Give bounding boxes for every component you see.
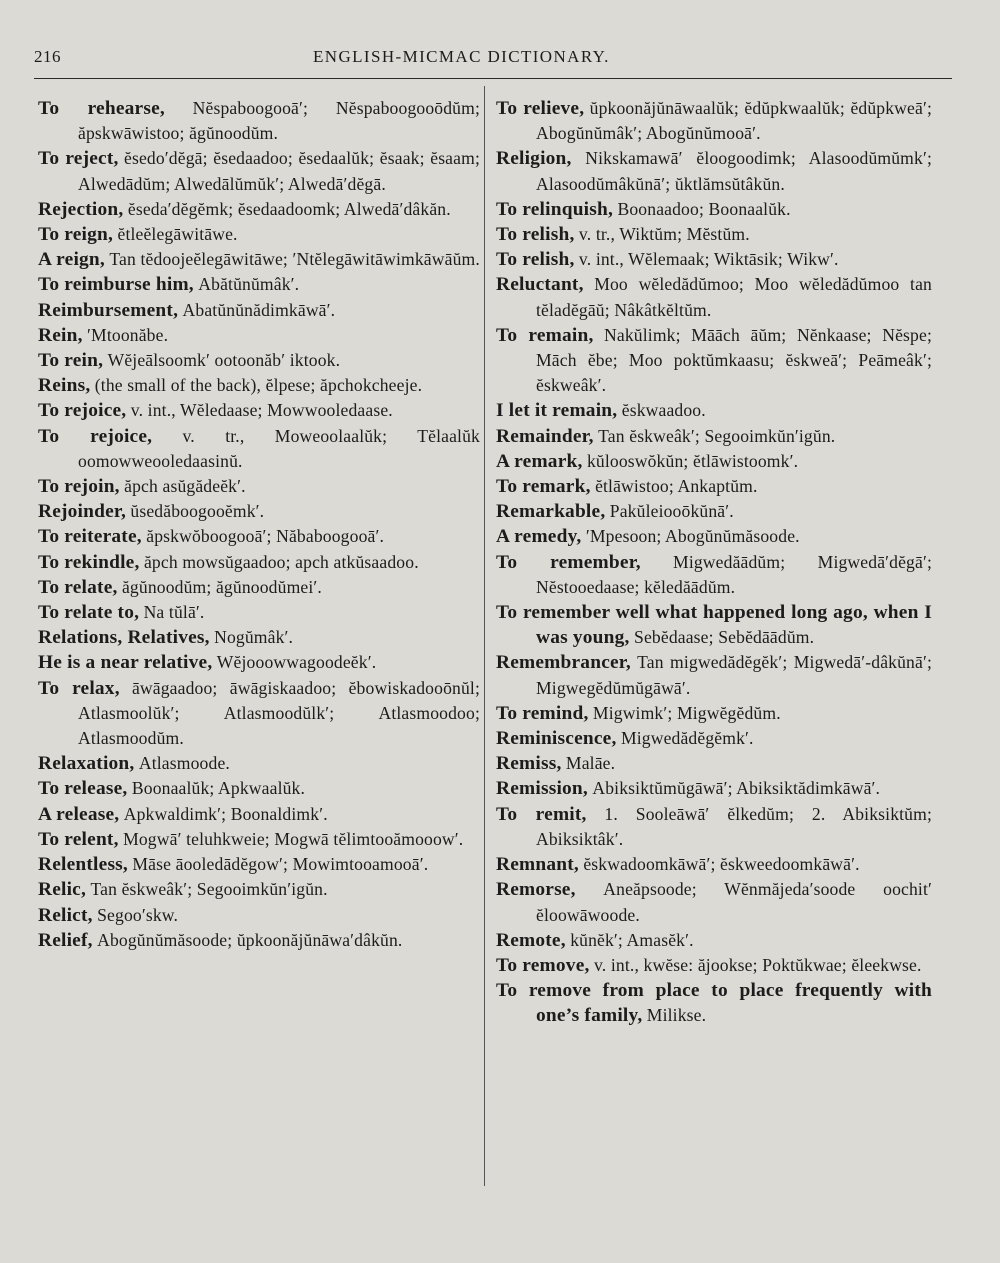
dictionary-entry [38, 247, 480, 272]
dictionary-entry [38, 676, 480, 752]
entry-headword: To relent, [38, 828, 119, 850]
entry-headword: To rejoice, [38, 400, 127, 422]
entry-definition: ăpch mowsŭgaadoo; apch atkŭsaadoo. [143, 551, 419, 572]
running-head: ENGLISH-MICMAC DICTIONARY. [313, 47, 610, 66]
dictionary-entry [496, 499, 932, 524]
entry-definition: Apkwaldimk′; Boonaldimk′. [123, 803, 328, 824]
entry-headword: Relations, Relatives, [38, 627, 210, 649]
dictionary-entry [38, 751, 480, 776]
entry-definition: v. int., kwĕse: ăjookse; Poktŭkwae; ĕleekwse. [593, 954, 922, 975]
entry-definition: kŭlooswŏkŭn; ĕtlāwistoomk′. [586, 450, 799, 471]
entry-headword: Relict, [38, 904, 93, 926]
entry-headword: To release, [38, 778, 128, 800]
entry-definition: Māse āooledādĕgow′; Mowimtooamooā′. [132, 854, 429, 875]
entry-headword: To relate, [38, 576, 118, 598]
dictionary-entry [38, 373, 480, 398]
entry-definition: Boonaadoo; Boonaalŭk. [617, 198, 791, 219]
dictionary-entry [496, 197, 932, 222]
dictionary-entry [38, 499, 480, 524]
entry-definition: Abătŭnŭmâk′. [198, 274, 300, 295]
entry-headword: To reign, [38, 224, 114, 246]
entry-definition: v. int., Wĕledaase; Mowwooledaase. [130, 400, 393, 421]
dictionary-entry [38, 852, 480, 877]
dictionary-entry [38, 272, 480, 297]
dictionary-entry [496, 398, 932, 423]
entry-definition: Aneăpsoode; Wĕnmăjeda′soode oochit′ ĕloowāwoode. [536, 879, 932, 925]
left-column [38, 96, 480, 953]
entry-headword: I let it remain, [496, 400, 618, 422]
dictionary-entry [38, 197, 480, 222]
entry-headword: To remove, [496, 954, 590, 976]
dictionary-entry [496, 751, 932, 776]
entry-headword: To relish, [496, 224, 575, 246]
entry-definition: Atlasmoode. [138, 753, 230, 774]
entry-definition: Tan ĕskweâk′; Segooimkŭn′igŭn. [90, 879, 328, 900]
entry-definition: Wĕjooowwagoodeĕk′. [216, 652, 377, 673]
entry-headword: Reins, [38, 375, 91, 397]
dictionary-entry [38, 474, 480, 499]
entry-definition: ĕskwaadoo. [621, 400, 706, 421]
entry-definition: Tan ĕskweâk′; Segooimkŭn′igŭn. [598, 425, 836, 446]
entry-definition: ĕtlāwistoo; Ankaptŭm. [595, 476, 758, 497]
entry-definition: Malāe. [565, 753, 616, 774]
dictionary-entry [496, 978, 932, 1028]
entry-headword: To remember well what happened long ago, when I was young, [496, 602, 932, 649]
dictionary-entry [496, 776, 932, 801]
entry-headword: Remnant, [496, 854, 579, 876]
entry-definition: ăpskwŏboogooā′; Năbaboogooā′. [146, 526, 385, 547]
entry-headword: He is a near relative, [38, 652, 213, 674]
entry-definition: ′Mpesoon; Abogŭnŭmăsoode. [585, 526, 800, 547]
dictionary-entry [38, 550, 480, 575]
dictionary-entry [496, 272, 932, 322]
entry-headword: To relieve, [496, 98, 585, 119]
entry-definition: Pakŭleiooōkŭnā′. [609, 501, 734, 522]
column-divider [484, 86, 485, 1186]
entry-definition: ĕsedo′dĕgā; ĕsedaadoo; ĕsedaalŭk; ĕsaak; ĕsaam; Alwedādŭm; Alwedālŭmŭk′; Alwedā′dĕgā. [78, 148, 480, 194]
entry-definition: Migwedădĕgĕmk′. [620, 728, 754, 749]
entry-headword: A reign, [38, 249, 105, 271]
entry-headword: To relate to, [38, 602, 140, 624]
entry-definition: ŭsedăboogooĕmk′. [130, 501, 265, 522]
entry-headword: Relaxation, [38, 753, 135, 775]
dictionary-entry [496, 424, 932, 449]
dictionary-entry [496, 222, 932, 247]
entry-definition: Segoo′skw. [97, 904, 179, 925]
entry-headword: To remain, [496, 324, 594, 346]
entry-definition: Moo wĕledădŭmoo; Moo wĕledădŭmoo tan tĕladĕgāŭ; Nâkâtkĕltŭm. [536, 274, 932, 320]
dictionary-entry [496, 726, 932, 751]
dictionary-entry [38, 398, 480, 423]
entry-headword: To rein, [38, 350, 104, 372]
entry-definition: ĕskwadoomkāwā′; ĕskweedoomkāwā′. [583, 854, 860, 875]
dictionary-entry [496, 146, 932, 196]
entry-headword: Relic, [38, 879, 87, 901]
entry-headword: To rekindle, [38, 551, 140, 573]
entry-headword: A release, [38, 803, 120, 825]
entry-headword: Relentless, [38, 854, 128, 876]
entry-definition: ŭpkoonăjŭnāwaalŭk; ĕdŭpkwaalŭk; ĕdŭpkweā′; Abogŭnŭmâk′; Abogŭnŭmooā′. [536, 98, 932, 144]
entry-definition: Na tŭlā′. [143, 602, 205, 623]
entry-headword: To relax, [38, 677, 120, 699]
dictionary-entry [38, 802, 480, 827]
entry-headword: Remiss, [496, 753, 562, 775]
entry-headword: Reminiscence, [496, 728, 617, 750]
right-column [496, 96, 932, 1029]
entry-headword: To relish, [496, 249, 575, 271]
dictionary-entry [38, 827, 480, 852]
entry-headword: To reject, [38, 148, 119, 170]
dictionary-entry [496, 524, 932, 549]
entry-headword: Remainder, [496, 425, 594, 447]
entry-definition: ĕseda′dĕgĕmk; ĕsedaadoomk; Alwedā′dâkăn. [127, 198, 451, 219]
dictionary-entry [38, 776, 480, 801]
dictionary-entry [496, 953, 932, 978]
entry-headword: To remit, [496, 803, 587, 825]
entry-definition: (the small of the back), ĕlpese; ăpchokcheeje. [94, 375, 423, 396]
dictionary-entry [496, 852, 932, 877]
entry-definition: Abogŭnŭmăsoode; ŭpkoonăjŭnāwa′dâkŭn. [97, 929, 403, 950]
entry-definition: Nakŭlimk; Māāch āŭm; Nĕnkaase; Nĕspe; Māch ĕbe; Moo poktŭmkaasu; ĕskweā′; Peāmeâk′; ĕskweâk′. [536, 324, 932, 396]
entry-definition: Abatŭnŭnădimkāwā′. [182, 299, 336, 320]
entry-headword: Reimbursement, [38, 299, 179, 321]
entry-headword: To reiterate, [38, 526, 142, 548]
entry-headword: To remark, [496, 476, 591, 498]
entry-headword: Remorse, [496, 879, 576, 901]
dictionary-entry [496, 247, 932, 272]
entry-headword: To remind, [496, 702, 589, 724]
entry-headword: A remedy, [496, 526, 582, 548]
entry-definition: ăgŭnoodŭm; ăgŭnoodŭmei′. [121, 576, 322, 597]
dictionary-entry [38, 298, 480, 323]
dictionary-entry [38, 877, 480, 902]
dictionary-entry [496, 474, 932, 499]
entry-definition: āwāgaadoo; āwāgiskaadoo; ĕbowiskadooōnŭl; Atlasmoolŭk′; Atlasmoodŭlk′; Atlasmoodoo; Atlasmoodŭm. [78, 677, 480, 749]
dictionary-entry [496, 877, 932, 927]
dictionary-entry [496, 323, 932, 399]
entry-definition: Migwedăādŭm; Migwedā′dĕgā′; Nĕstooedaase; kĕledăādŭm. [536, 551, 932, 597]
dictionary-entry [38, 348, 480, 373]
dictionary-entry [496, 650, 932, 700]
dictionary-entry [496, 802, 932, 852]
dictionary-entry [496, 96, 932, 146]
header-rule [34, 78, 952, 79]
entry-definition: kŭnĕk′; Amasĕk′. [570, 929, 694, 950]
entry-definition: v. int., Wĕlemaak; Wiktāsik; Wikw′. [578, 249, 839, 270]
entry-headword: To rehearse, [38, 98, 165, 119]
entry-definition: 1. Sooleāwā′ ĕlkedŭm; 2. Abiksiktŭm; Abiksiktâk′. [536, 803, 933, 849]
dictionary-entry [38, 524, 480, 549]
entry-definition: Boonaalŭk; Apkwaalŭk. [131, 778, 306, 799]
entry-headword: To rejoin, [38, 476, 120, 498]
entry-headword: Relief, [38, 929, 93, 951]
entry-definition: Wĕjeālsoomk′ ootoonăb′ iktook. [107, 350, 341, 371]
entry-headword: Rein, [38, 324, 83, 346]
entry-definition: v. tr., Wiktŭm; Mĕstŭm. [578, 224, 750, 245]
entry-headword: To rejoice, [38, 425, 153, 447]
entry-definition: Migwimk′; Migwĕgĕdŭm. [592, 702, 781, 723]
entry-headword: Remote, [496, 929, 566, 951]
dictionary-entry [38, 625, 480, 650]
entry-definition: Nĕspaboogooā′; Nĕspaboogooōdŭm; ăpskwāwistoo; ăgŭnoodŭm. [78, 98, 481, 144]
entry-headword: To relinquish, [496, 198, 614, 220]
entry-definition: Tan tĕdoojeĕlegāwitāwe; ′Ntĕlegāwitāwimkāwāŭm. [109, 249, 480, 270]
entry-definition: ′Mtoonăbe. [87, 324, 169, 345]
dictionary-entry [38, 903, 480, 928]
entry-headword: To remove from place to place frequently with one’s family, [496, 980, 932, 1027]
entry-definition: Nogŭmâk′. [214, 627, 294, 648]
entry-headword: Remission, [496, 778, 588, 800]
dictionary-entry [38, 928, 480, 953]
dictionary-entry [38, 650, 480, 675]
dictionary-entry [38, 600, 480, 625]
entry-definition: Milikse. [646, 1005, 707, 1026]
entry-definition: Tan migwedădĕgĕk′; Migwedā′-dâkŭnā′; Migwegĕdŭmŭgāwā′. [536, 652, 932, 698]
dictionary-entry [38, 146, 480, 196]
entry-headword: To remember, [496, 551, 641, 573]
entry-definition: Sebĕdaase; Sebĕdāādŭm. [634, 627, 815, 648]
dictionary-entry [496, 600, 932, 650]
entry-headword: A remark, [496, 450, 583, 472]
entry-headword: Remarkable, [496, 501, 606, 523]
dictionary-entry [38, 323, 480, 348]
entry-definition: Abiksiktŭmŭgāwā′; Abiksiktădimkāwā′. [592, 778, 881, 799]
dictionary-entry [38, 424, 480, 474]
dictionary-entry [496, 550, 932, 600]
dictionary-entry [38, 575, 480, 600]
entry-definition: v. tr., Moweoolaalŭk; Tĕlaalŭk oomowweooledaasinŭ. [78, 425, 480, 471]
entry-headword: Rejection, [38, 198, 124, 220]
dictionary-entry [38, 96, 480, 146]
dictionary-entry [496, 449, 932, 474]
entry-headword: Rejoinder, [38, 501, 126, 523]
entry-definition: Nikskamawā′ ĕloogoodimk; Alasoodŭmŭmk′; Alasoodŭmâkŭnā′; ŭktlămsŭtâkŭn. [536, 148, 933, 194]
dictionary-entry [496, 928, 932, 953]
entry-definition: ăpch asŭgădeĕk′. [124, 476, 246, 497]
entry-headword: Religion, [496, 148, 572, 170]
entry-headword: Remembrancer, [496, 652, 631, 674]
entry-headword: To reimburse him, [38, 274, 194, 296]
entry-definition: Mogwā′ teluhkweie; Mogwā tĕlimtooămooow′. [123, 828, 464, 849]
entry-definition: ĕtleĕlegāwitāwe. [117, 224, 238, 245]
dictionary-entry [496, 701, 932, 726]
page-number: 216 [34, 47, 61, 66]
dictionary-entry [38, 222, 480, 247]
entry-headword: Reluctant, [496, 274, 584, 296]
